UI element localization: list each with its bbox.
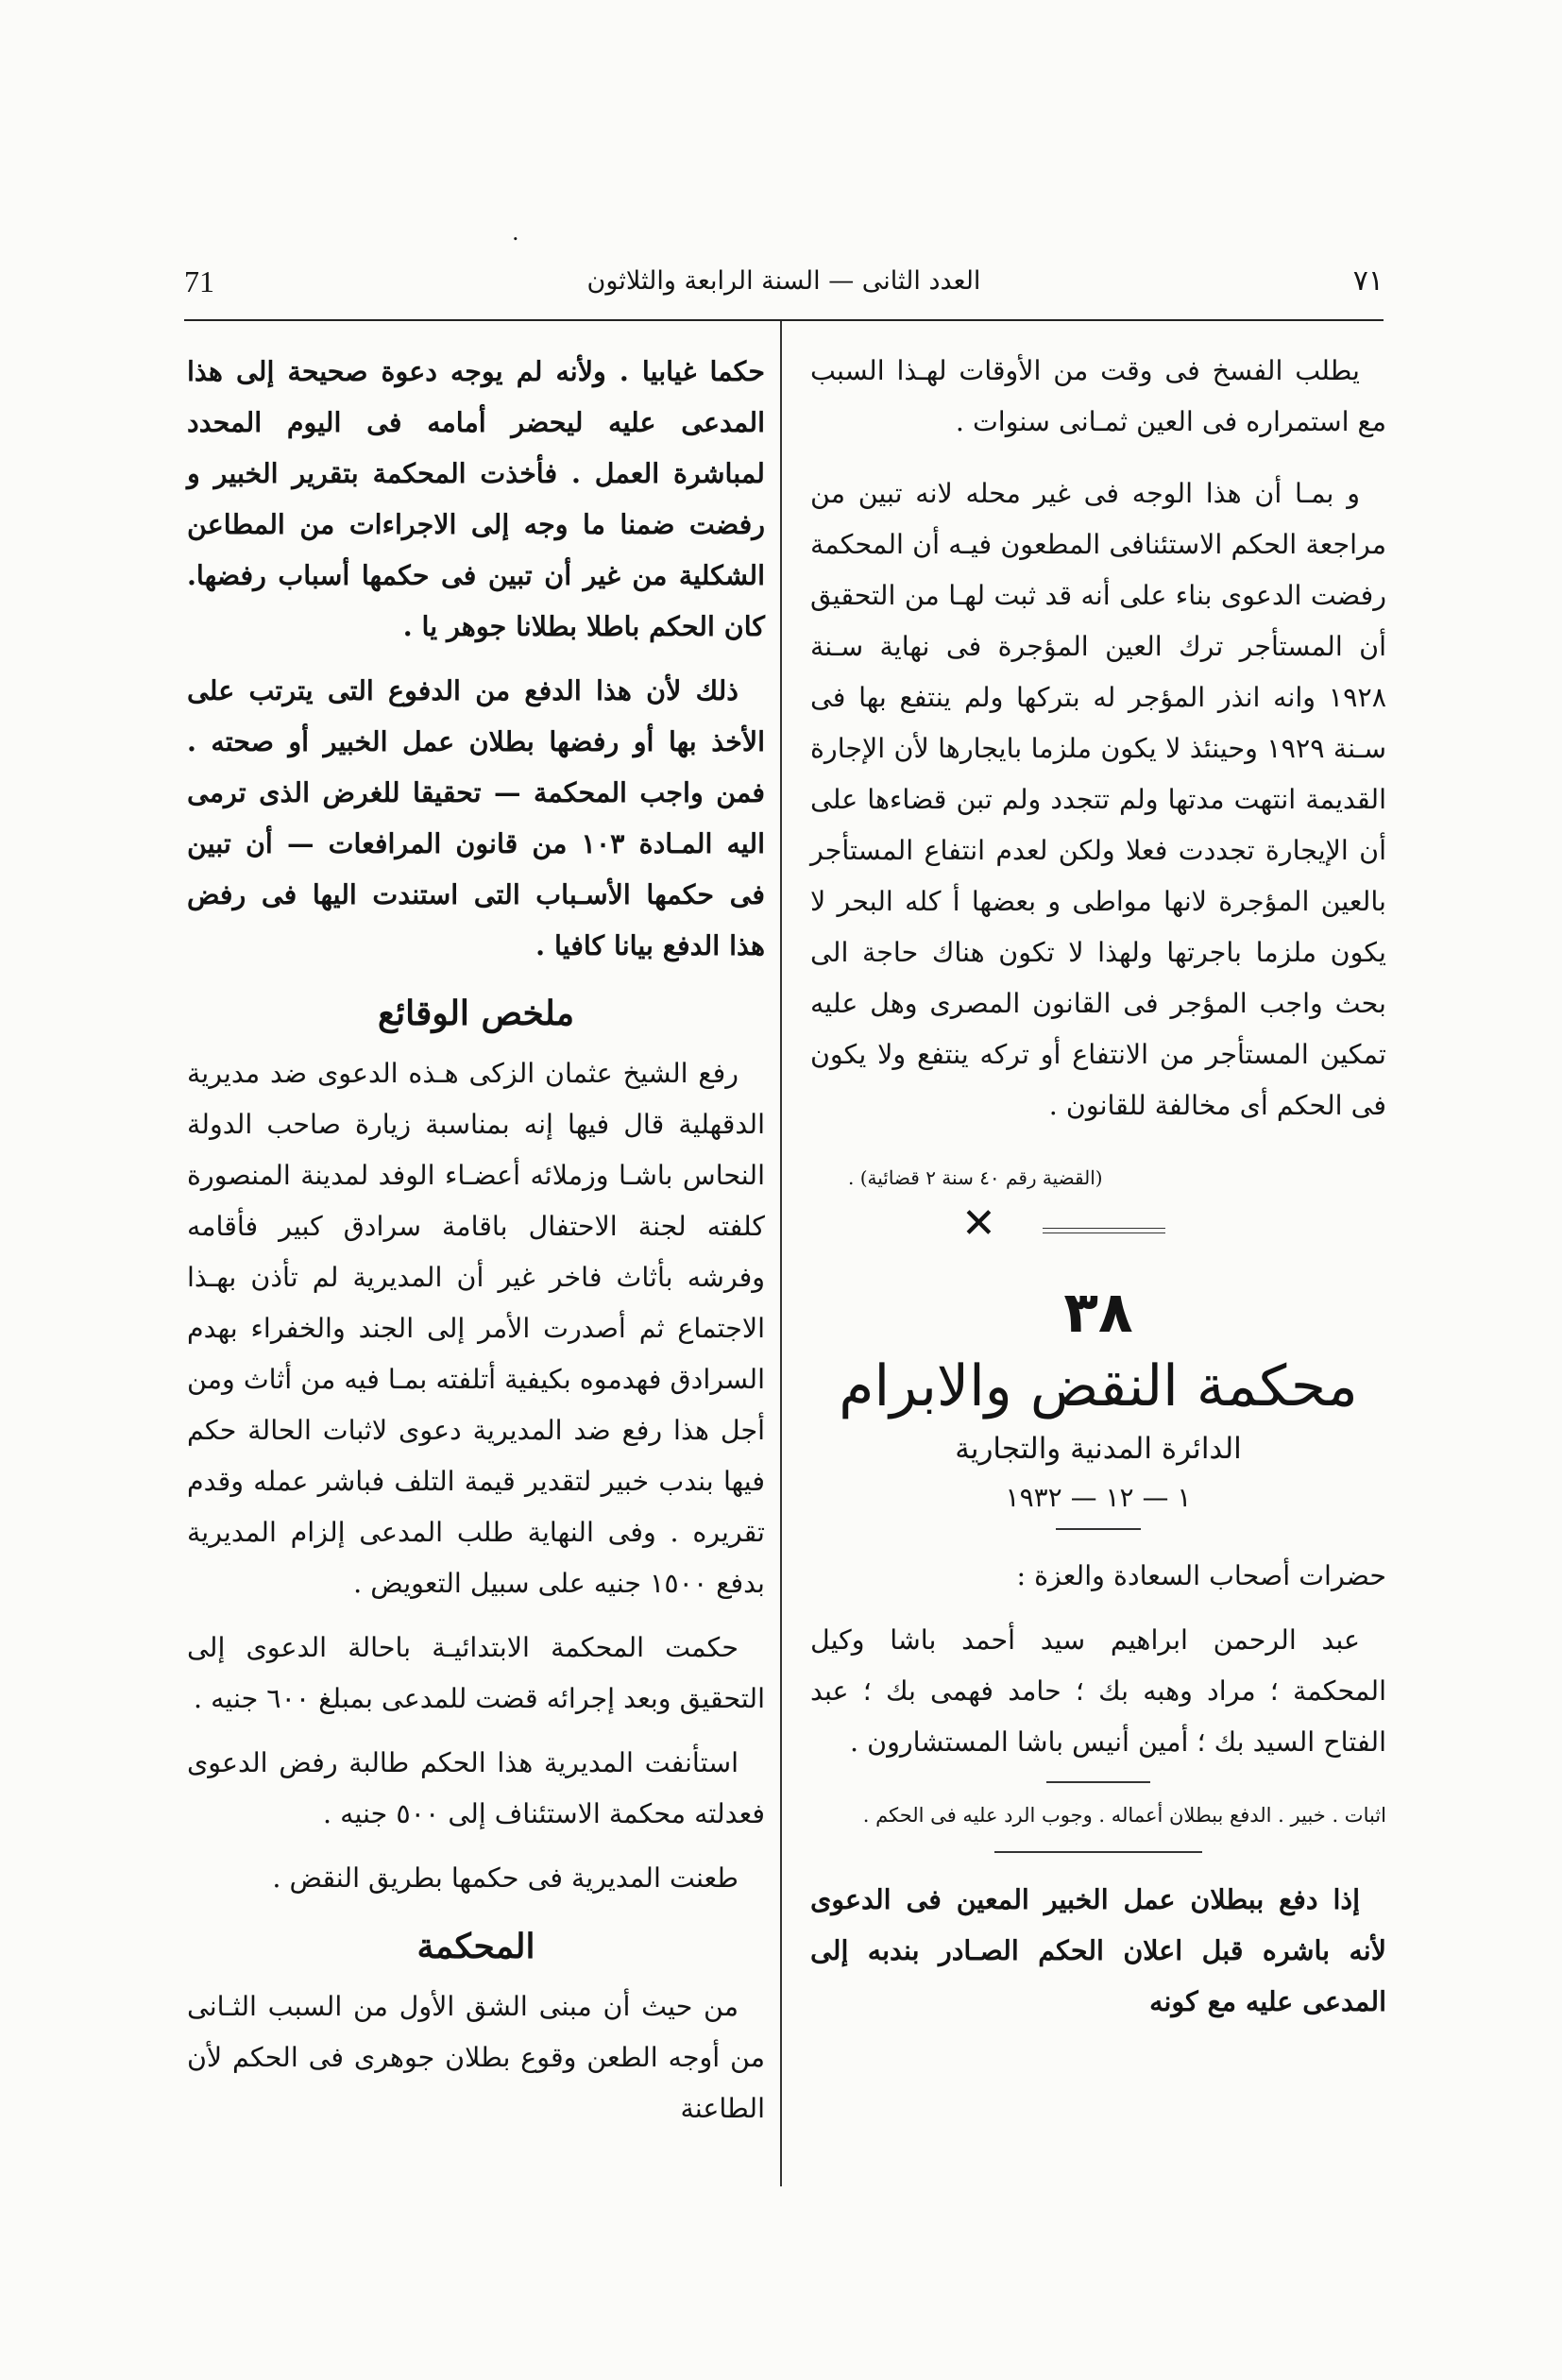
- paragraph: و بمـا أن هذا الوجه فى غير محله لانه تبين من مراجعة الحكم الاستئنافى المطعون فيـه أن المحكمة رفضت الدعوى بناء على أنه قد ثبت لهـا من التحقيق أن المستأجر ترك العين المؤجرة فى نهاية سـنة ١٩٢٨ وانه انذر المؤجر له بتركها ولم ينتفع بها فى سـنة ١٩٢٩ وحينئذ لا يكون ملزما بايجارها لأن الإجارة القديمة انتهت مدتها ولم تتجدد ولم تبن قضاءها على أن الإيجارة تجددت فعلا ولكن لعدم انتفاع المستأجر بالعين المؤجرة لانها مواطى و بعضها أ كله البحر لا يكون ملزما باجرتها ولهذا لا تكون هناك حاجة الى بحث واجب المؤجر فى القانون المصرى وهل عليه تمكين المستأجر من الانتفاع أو تركه ينتفع ولا يكون فى الحكم أى مخالفة للقانون .: [810, 478, 1386, 1121]
- principle-continuation: حكما غيابيا . ولأنه لم يوجه دعوة صحيحة إلى هذا المدعى عليه ليحضر أمامه فى اليوم المحدد لمباشرة العمل . فأخذت المحكمة بتقرير الخبير و رفضت ضمنا ما وجه إلى الاجراءات من المطاعن الشكلية من غير أن تبين فى حكمها أسباب رفضها. كان الحكم باطلا بطلانا جوهر يا .: [187, 355, 765, 642]
- divider: [1056, 1528, 1141, 1530]
- facts-paragraph: رفع الشيخ عثمان الزكى هـذه الدعوى ضد مديرية الدقهلية قال فيها إنه بمناسبة زيارة صاحب الدولة النحاس باشـا وزملائه أعضـاء الوفد لمدينة المنصورة كلفته لجنة الاحتفال باقامة سرادق كبير فأقامه وفرشه بأثاث فاخر غير أن المديرية لم تأذن بهـذا الاجتماع ثم أصدرت الأمر إلى الجند والخفراء بهدم السرادق فهدموه بكيفية أتلفته بمـا فيه من أثاث ومن أجل هذا رفع ضد المديرية دعوى لاثبات الحالة حكم فيها بندب خبير لتقدير قيمة التلف فباشر عمله وقدم تقريره . وفى النهاية طلب المدعى إلزام المديرية بدفع ١٥٠٠ جنيه على سبيل التعويض .: [187, 1058, 765, 1599]
- page-header: [184, 263, 1384, 310]
- page-number-latin: 71: [184, 264, 214, 298]
- facts-paragraph: استأنفت المديرية هذا الحكم طالبة رفض الدعوى فعدلته محكمة الاستئناف إلى ٥٠٠ جنيه .: [187, 1747, 765, 1829]
- facts-heading: ملخص الوقائع: [377, 994, 574, 1033]
- paragraph: يطلب الفسخ فى وقت من الأوقات لهـذا السبب مع استمراره فى العين ثمـانى سنوات .: [810, 355, 1386, 437]
- decision-date: ١ — ١٢ — ١٩٣٢: [1005, 1482, 1192, 1513]
- keywords: اثبات . خبير . الدفع ببطلان أعماله . وجوب الرد عليه فى الحكم .: [862, 1804, 1386, 1827]
- left-column: [187, 346, 765, 2134]
- page-number-arabic: ٧١: [1352, 264, 1384, 298]
- court-name: محكمة النقض والابرام: [839, 1353, 1358, 1420]
- principle-reasoning: ذلك لأن هذا الدفع من الدفوع التى يترتب على الأخذ بها أو رفضها بطلان عمل الخبير أو صحته . فمن واجب المحكمة — تحقيقا للغرض الذى ترمى اليه المـادة ١٠٣ من قانون المرافعات — أن تبين فى حكمها الأسـباب التى استندت اليها فى رفض هذا الدفع بيانا كافيا .: [187, 674, 766, 961]
- running-title: العدد الثانى — السنة الرابعة والثلاثون: [586, 266, 981, 296]
- double-rule: [1043, 1228, 1165, 1233]
- circuit-name: الدائرة المدنية والتجارية: [955, 1432, 1242, 1466]
- legal-principle: إذا دفع ببطلان عمل الخبير المعين فى الدعوى لأنه باشره قبل اعلان الحكم الصـادر بندبه إلى المدعى عليه مع كونه: [810, 1883, 1386, 2017]
- case-reference: [810, 1152, 1386, 1203]
- court-heading: المحكمة: [416, 1927, 535, 1966]
- bench-members: عبد الرحمن ابراهيم سيد أحمد باشا وكيل المحكمة ؛ مراد وهبه بك ؛ حامد فهمى بك ؛ عبد الفتاح السيد بك ؛ أمين أنيس باشا المستشارون .: [810, 1624, 1386, 1758]
- facts-paragraph: طعنت المديرية فى حكمها بطريق النقض .: [272, 1862, 739, 1894]
- column-divider: [780, 321, 782, 2186]
- bench-intro: حضرات أصحاب السعادة والعزة :: [1016, 1560, 1386, 1591]
- case-reference-text: (القضية رقم ٤٠ سنة ٢ قضائية) .: [848, 1166, 1103, 1189]
- decision-number: ٣٨: [1063, 1280, 1133, 1346]
- facts-paragraph: حكمت المحكمة الابتدائيـة باحالة الدعوى إلى التحقيق وبعد إجرائه قضت للمدعى بمبلغ ٦٠٠ جنيه .: [187, 1632, 765, 1714]
- right-column: [810, 346, 1386, 2027]
- ink-dot: .: [512, 219, 519, 246]
- divider: [1046, 1781, 1150, 1783]
- divider: [994, 1851, 1202, 1853]
- cross-mark-icon: ✕: [961, 1199, 996, 1248]
- court-paragraph: من حيث أن مبنى الشق الأول من السبب الثـانى من أوجه الطعن وقوع بطلان جوهرى فى الحكم لأن الطاعنة: [187, 1991, 765, 2124]
- header-rule: [184, 319, 1384, 321]
- ornament-row: [810, 1199, 1386, 1248]
